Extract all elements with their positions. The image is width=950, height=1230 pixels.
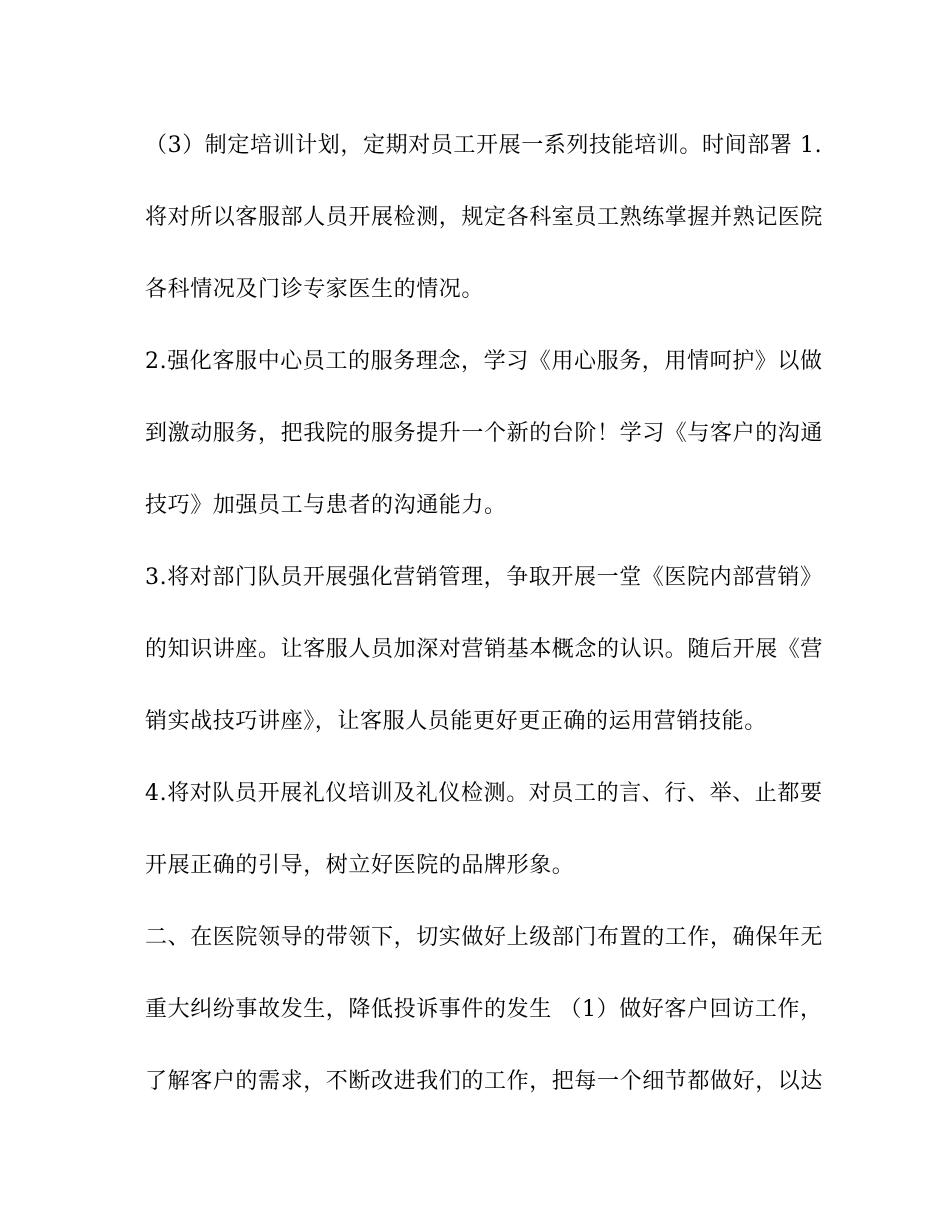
text-line: 技巧》加强员工与患者的沟通能力。 <box>145 493 507 518</box>
text-line: 3.将对部门队员开展强化营销管理，争取开展一堂《医院内部营销》 <box>145 565 823 590</box>
text-line: 将对所以客服部人员开展检测，规定各科室员工熟练掌握并熟记医院 <box>145 205 824 230</box>
text-line: 的知识讲座。让客服人员加深对营销基本概念的认识。随后开展《营 <box>145 637 824 662</box>
text-line: 二、在医院领导的带领下，切实做好上级部门布置的工作，确保年无 <box>145 925 824 950</box>
text-line: 开展正确的引导，树立好医院的品牌形象。 <box>145 853 575 878</box>
text-line: 了解客户的需求，不断改进我们的工作，把每一个细节都做好，以达 <box>145 1069 824 1094</box>
text-line: （3）制定培训计划，定期对员工开展一系列技能培训。时间部署 1. <box>145 133 823 158</box>
text-line: 4.将对队员开展礼仪培训及礼仪检测。对员工的言、行、举、止都要 <box>145 781 823 806</box>
text-line: 各科情况及门诊专家医生的情况。 <box>145 277 485 302</box>
text-line: 重大纠纷事故发生，降低投诉事件的发生 （1）做好客户回访工作， <box>145 997 823 1022</box>
text-line: 2.强化客服中心员工的服务理念，学习《用心服务，用情呵护》以做 <box>145 349 823 374</box>
text-line: 到激动服务，把我院的服务提升一个新的台阶！学习《与客户的沟通 <box>145 421 824 446</box>
text-line: 销实战技巧讲座》，让客服人员能更好更正确的运用营销技能。 <box>145 709 767 734</box>
